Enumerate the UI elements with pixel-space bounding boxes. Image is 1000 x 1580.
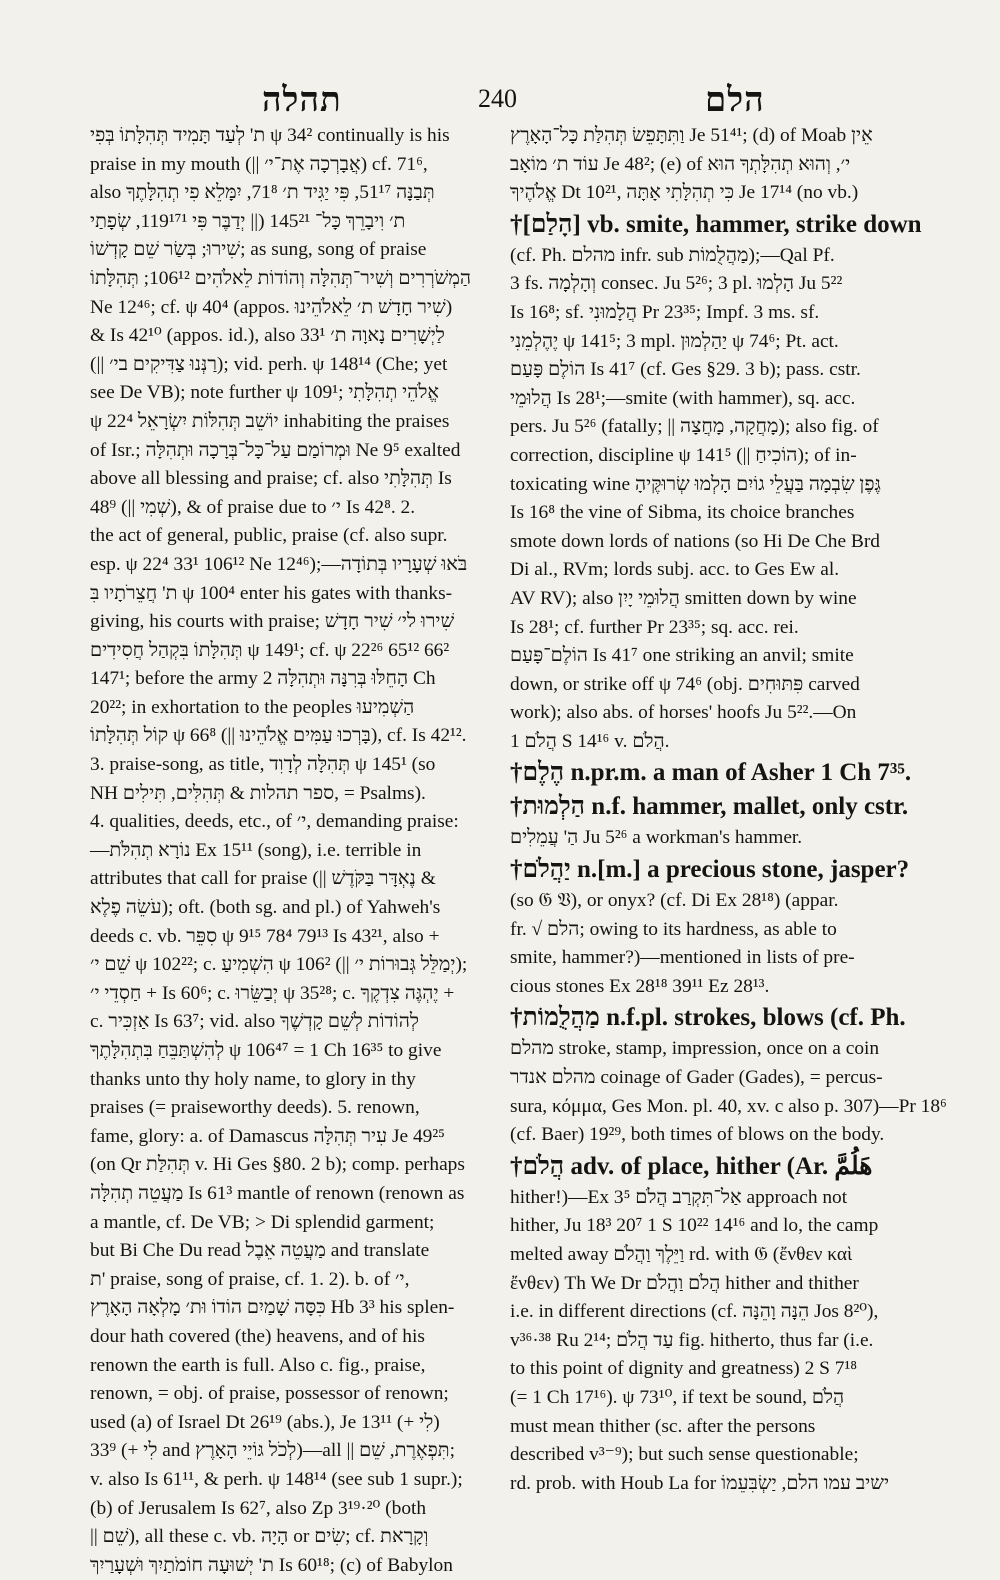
text-line: fame, glory: a. of Damascus עִיר תְּהִלָּה Je 49²⁵ — [90, 1125, 445, 1147]
text-line: (= 1 Ch 17¹⁶). ψ 73¹⁰, if text be sound, הֲלֹם — [510, 1386, 845, 1408]
text-line: הַ' עֲמֵלִים Ju 5²⁶ a workman's hammer. — [510, 827, 803, 849]
text-line: Ne 12⁴⁶; cf. ψ 40⁴ (appos. שִׁיר חָדָשׁ ת׳ לֵאלֹהֵינוּ) — [90, 296, 453, 318]
text-line: i.e. in different directions (cf. הֵנָּה וָהֵנָּה Jos 8²⁰), — [510, 1301, 879, 1323]
text-line: see De VB); note further ψ 109¹; אֱלֹהֵי תְהִלָּתִי — [90, 382, 440, 404]
text-line: אֱלֹהֶיךָ Dt 10²¹, כִּי תְהִלָּתִי אָתָּה Je 17¹⁴ (no vb.) — [510, 182, 859, 204]
text-line: †הַלְמוּת n.f. hammer, mallet, only cstr. — [510, 793, 909, 821]
text-line: praises (= praiseworthy deeds). 5. renown, — [90, 1097, 420, 1119]
left-column — [90, 122, 508, 1576]
text-line: מהלם stroke, stamp, impression, once on a coin — [510, 1038, 880, 1060]
text-line: ἔνθεν) Th We Dr הֲלֹם וַהֲלֹם hither and thither — [510, 1272, 859, 1294]
text-line: of Isr.; וּמְרוֹמַם עַל־כָּל־בְּרָכָה וּתְהִלָּה Ne 9⁵ exalted — [90, 439, 461, 461]
text-line: מַעֲטֵה תְהִלָּה Is 61³ mantle of renown (renown as — [90, 1182, 465, 1204]
text-line: הֲלוּמֵי Is 28¹;—smite (with hammer), sq. acc. — [510, 387, 856, 409]
page-header — [0, 72, 1000, 122]
text-line: קוֹל תְּהִלָּתוֹ ψ 66⁸ (|| בָּרְכוּ עַמִּים אֱלֹהֵינוּ), cf. Is 42¹². — [90, 725, 467, 747]
text-line: pers. Ju 5²⁶ (fatally; || מָחֲקָה, מָחֲצָה); also fig. of — [510, 416, 879, 438]
text-line: described v³⁻⁹); but such sense questionable; — [510, 1444, 859, 1466]
running-head-right: הלם — [705, 82, 765, 119]
text-line: 48⁹ (|| שְׁמִי), & of praise due to י׳ Is 42⁸. 2. — [90, 496, 416, 518]
text-line: esp. ψ 22⁴ 33¹ 106¹² Ne 12⁴⁶);—בֹּאוּ שְׁעָרָיו בְּתוֹדָה — [90, 553, 468, 575]
text-line: must mean thither (sc. after the persons — [510, 1415, 816, 1437]
text-line: (so 𝔊 𝔙), or onyx? (cf. Di Ex 28¹⁸) (appar. — [510, 890, 839, 912]
text-line: toxicating wine גֶּפֶן שִׂבְמָה בַּעֲלֵי גוֹיִם הָלְמוּ שְׂרוּקֶּיהָ — [510, 473, 881, 495]
text-line: ת׳ וִיבָרֵךְ כָּל־ 145²¹ (|| יְדַבֶּר פִּי 119¹⁷¹, שְׂפָתַי — [90, 210, 406, 232]
text-line: מהלם אנדר coinage of Gader (Gades), = percus- — [510, 1067, 883, 1089]
text-line: sura, κόμμα, Ges Mon. pl. 40, xv. c also p. 307)—Pr 18⁶ — [510, 1095, 947, 1117]
text-line: || שֵׁם), all these c. vb. הָיָה or שִׂים; cf. וְקָרָאת — [90, 1526, 429, 1548]
text-line: dour hath covered (the) heavens, and of his — [90, 1325, 425, 1347]
text-line: thanks unto thy holy name, to glory in thy — [90, 1068, 416, 1090]
text-line: ת' יְשׁוּעָה חוֹמֹתַיִךְ וּשְׁעָרַיִךְ Is 60¹⁸; (c) of Babylon — [90, 1554, 453, 1576]
text-line: cious stones Ex 28¹⁸ 39¹¹ Ez 28¹³. — [510, 975, 770, 997]
text-line: correction, discipline ψ 141⁵ (|| הוֹכִיחַ); of in- — [510, 444, 857, 466]
page-number: 240 — [478, 84, 517, 113]
text-line: (b) of Jerusalem Is 62⁷, also Zp 3¹⁹·²⁰ (both — [90, 1497, 427, 1519]
text-line: עֹשֵׂה פֶלֶא); oft. (both sg. and pl.) of Yahweh's — [90, 897, 441, 919]
text-line: melted away וַיֵּלֶךְ וַהֲלֹם rd. with 𝔊 (ἔνθεν καὶ — [510, 1244, 853, 1265]
text-line: above all blessing and praise; cf. also תְּהִלָּתִי Is — [90, 468, 452, 490]
text-line: v. also Is 61¹¹, & perh. ψ 148¹⁴ (see sub 1 supr.); — [90, 1468, 463, 1490]
text-line: renown the earth is full. Also c. fig., praise, — [90, 1354, 426, 1376]
text-line: 147¹; before the army הָחֵלּוּ בְּרִנָּה וּתְהִלָּה 2 Ch — [90, 668, 436, 690]
text-line: praise in my mouth (|| אֲבָרְכָה אֶת־י׳) cf. 71⁶, — [90, 153, 428, 175]
text-line: Is 28¹; cf. further Pr 23³⁵; sq. acc. rei. — [510, 616, 799, 638]
text-line: down, or strike off ψ 74⁶ (obj. פִּתּוּחִים carved — [510, 673, 860, 695]
text-line: הוֹלֶם פָּעַם Is 41⁷ (cf. Ges §29. 3 b); pass. cstr. — [510, 359, 861, 381]
text-line: & Is 42¹⁰ (appos. id.), also 33¹ לַיְשָׁרִים נָאוָה ת׳ — [90, 325, 445, 347]
text-line: 20²²; in exhortation to the peoples הַשְׁמִיעוּ — [90, 696, 415, 718]
text-line: NH ספר תהלות & תְּהִלִּים, תִּילִים, = Psalms). — [90, 782, 426, 804]
text-line: attributes that call for praise (|| נֶאְדָּר בַּקֹּדֶשׁ & — [90, 868, 436, 890]
text-line: work); also abs. of horses' hoofs Ju 5²².—On — [510, 702, 857, 724]
text-line: עוֹד ת׳ מוֹאָב Je 48²; (e) of י׳, וְהוּא תְהִלָּתְךָ הוּא — [510, 153, 851, 175]
text-line: —נוֹרָא תְהִלֹּת Ex 15¹¹ (song), i.e. terrible in — [90, 839, 422, 861]
right-column — [510, 122, 947, 1494]
text-line: 33⁹ (+ לִי and לְכֹל גּוֹיֵי הָאָרֶץ)—all || תִּפְאֶרֶת, שֵׁם; — [90, 1440, 455, 1462]
text-line: חַסְדֵי י׳ + Is 60⁶; c. יְבַשֵּׂרוּ ψ 35²⁸; c. יֶהְגֶּה צִדְקֶךָ + — [90, 982, 455, 1004]
text-line: a mantle, cf. De VB; > Di splendid garment; — [90, 1211, 435, 1233]
text-line: hither!)—Ex 3⁵ אַל־תִּקְרַב הֲלֹם approach not — [510, 1186, 848, 1208]
text-line: וַתִּתָּפֵשׂ תְּהִלַּת כָּל־הָאָרֶץ Je 51⁴¹; (d) of Moab אֵין — [510, 125, 873, 146]
text-line: Di al., RVm; lords subj. acc. to Ges Ew al. — [510, 559, 840, 581]
text-line: AV RV); also הֲלוּמֵי יָיִן smitten down by wine — [510, 587, 857, 609]
text-line: שֵׁם י׳ ψ 102²²; c. הִשְׁמִיעַ ψ 106² (|| יְמַלֵּל גְּבוּרוֹת י׳); — [90, 954, 468, 976]
text-line: לְהִשְׁתַּבֵּחַ בִּתְהִלָּתֶךָ ψ 106⁴⁷ = 1 Ch 16³⁵ to give — [90, 1040, 442, 1061]
text-line: renown, = obj. of praise, possessor of renown; — [90, 1383, 449, 1405]
text-line: hither, Ju 18³ 20⁷ 1 S 10²² 14¹⁶ and lo, the camp — [510, 1215, 879, 1237]
text-line: ת' חֲצֵרֹתָיו בִּ ψ 100⁴ enter his gates with thanks- — [90, 582, 453, 604]
text-line: †מַהֲלֻמוֹת n.f.pl. strokes, blows (cf. Ph. — [510, 1004, 906, 1032]
text-line: smite, hammer?)—mentioned in lists of pre- — [510, 947, 855, 969]
text-line: יֶהֶלְמֵנִי ψ 141⁵; 3 mpl. יַהַלְמוּן ψ 74⁶; Pt. act. — [510, 330, 839, 352]
text-line: †הֲלֹם adv. of place, hither (Ar. هَلُمَّ — [510, 1152, 873, 1180]
text-line: (cf. Baer) 19²⁹, both times of blows on the body. — [510, 1124, 885, 1146]
text-line: 3 fs. וְהָלְמָה consec. Ju 5²⁶; 3 pl. הָלְמוּ Ju 5²² — [510, 273, 843, 295]
text-line: also תְּבַנָּה 51¹⁷, פִּי יַגִּיד ת׳ 71⁸, יִמָּלֵא פִי תְהִלָּתֶךָ — [90, 182, 435, 204]
text-line: used (a) of Israel Dt 26¹⁹ (abs.), Je 13¹¹ (+ לִי) — [90, 1411, 440, 1433]
text-line: (cf. Ph. מהלם infr. sub מַהֲלֻמוֹת);—Qal Pf. — [510, 244, 835, 266]
text-line: c. אַזְכִּיר Is 63⁷; vid. also לְהוֹדוֹת לְשֵׁם קָדְשֶׁךָ — [90, 1011, 419, 1033]
text-line: ת' praise, song of praise, cf. 1. 2). b. of י׳, — [90, 1268, 410, 1290]
text-line: fr. √ הלם; owing to its hardness, as able to — [510, 918, 837, 940]
text-line: ψ 22⁴ יוֹשֵׁב תְּהִלּוֹת יִשְׂרָאֵל inhabiting the praises — [90, 410, 450, 432]
text-line: †הֶלֶם n.pr.m. a man of Asher 1 Ch 7³⁵. — [510, 759, 912, 787]
text-line: ת' לְעַד תָּמִיד תְּהִלָּתוֹ בְּפִי ψ 34² continually is his — [90, 125, 450, 146]
text-line: deeds c. vb. סִפֵּר ψ 9¹⁵ 78⁴ 79¹³ Is 43²¹, also + — [90, 925, 440, 947]
text-line: but Bi Che Du read מַעֲטֵה אֵבֶל and translate — [90, 1240, 430, 1262]
text-line: Is 16⁸ the vine of Sibma, its choice branches — [510, 502, 855, 524]
text-line: הוֹלֶם־פָּעַם Is 41⁷ one striking an anvil; smite — [510, 645, 854, 667]
running-head-left: תהלה — [262, 82, 342, 119]
text-line: Is 16⁸; sf. הֲלָמוּנִי Pr 23³⁵; Impf. 3 ms. sf. — [510, 301, 820, 323]
text-line: †[הָלַם] vb. smite, hammer, strike down — [510, 210, 922, 238]
text-line: (|| רַנְּנוּ צַדִּיקִים בי׳); vid. perh. ψ 148¹⁴ (Che; yet — [90, 353, 448, 375]
text-line: †יַהֲלֹם n.[m.] a precious stone, jasper? — [510, 856, 910, 884]
text-line: 4. qualities, deeds, etc., of י׳, demanding praise: — [90, 811, 459, 833]
text-line: כִּסָּה שָׁמַיִם הוֹדוֹ וּת׳ מָלְאָה הָאָרֶץ Hb 3³ his splen- — [90, 1297, 455, 1319]
text-line: הַמְשֹׁרְרִים וְשִׁיר־תְּהִלָּה וְהוֹדוֹת לֵאלֹהִים 106¹²; תְּהִלָּתוֹ — [90, 267, 472, 289]
text-line: תְּהִלָּתוֹ בִּקְהַל חֲסִידִים ψ 149¹; cf. ψ 22²⁶ 65¹² 66² — [90, 639, 450, 661]
text-line: 3. praise-song, as title, תְּהִלָּה לְדָוִד ψ 145¹ (so — [90, 754, 436, 776]
text-line: v³⁶·³⁸ Ru 2¹⁴; עַד הֲלֹם fig. hitherto, thus far (i.e. — [510, 1329, 874, 1351]
text-line: שִׁירוּ; בְּשַׂר שֵׁם קָדְשׁוֹ; as sung, song of praise — [90, 239, 427, 261]
text-line: rd. prob. with Houb La for ישיב עמו הלם, יַשְׂבִּעֵמוֹ — [510, 1472, 890, 1494]
text-line: (on Qr תְּהִלַּת v. Hi Ges §80. 2 b); comp. perhaps — [90, 1154, 465, 1176]
text-line: giving, his courts with praise; שִׁירוּ לי׳ שִׁיר חָדָשׁ — [90, 611, 455, 633]
text-line: smote down lords of nations (so Hi De Che Brd — [510, 530, 881, 552]
text-line: to this point of dignity and greatness) 2 S 7¹⁸ — [510, 1358, 858, 1380]
text-line: הֲלֹם 1 S 14¹⁶ v. הֲלֹם. — [510, 730, 670, 752]
text-line: the act of general, public, praise (cf. also supr. — [90, 525, 448, 547]
